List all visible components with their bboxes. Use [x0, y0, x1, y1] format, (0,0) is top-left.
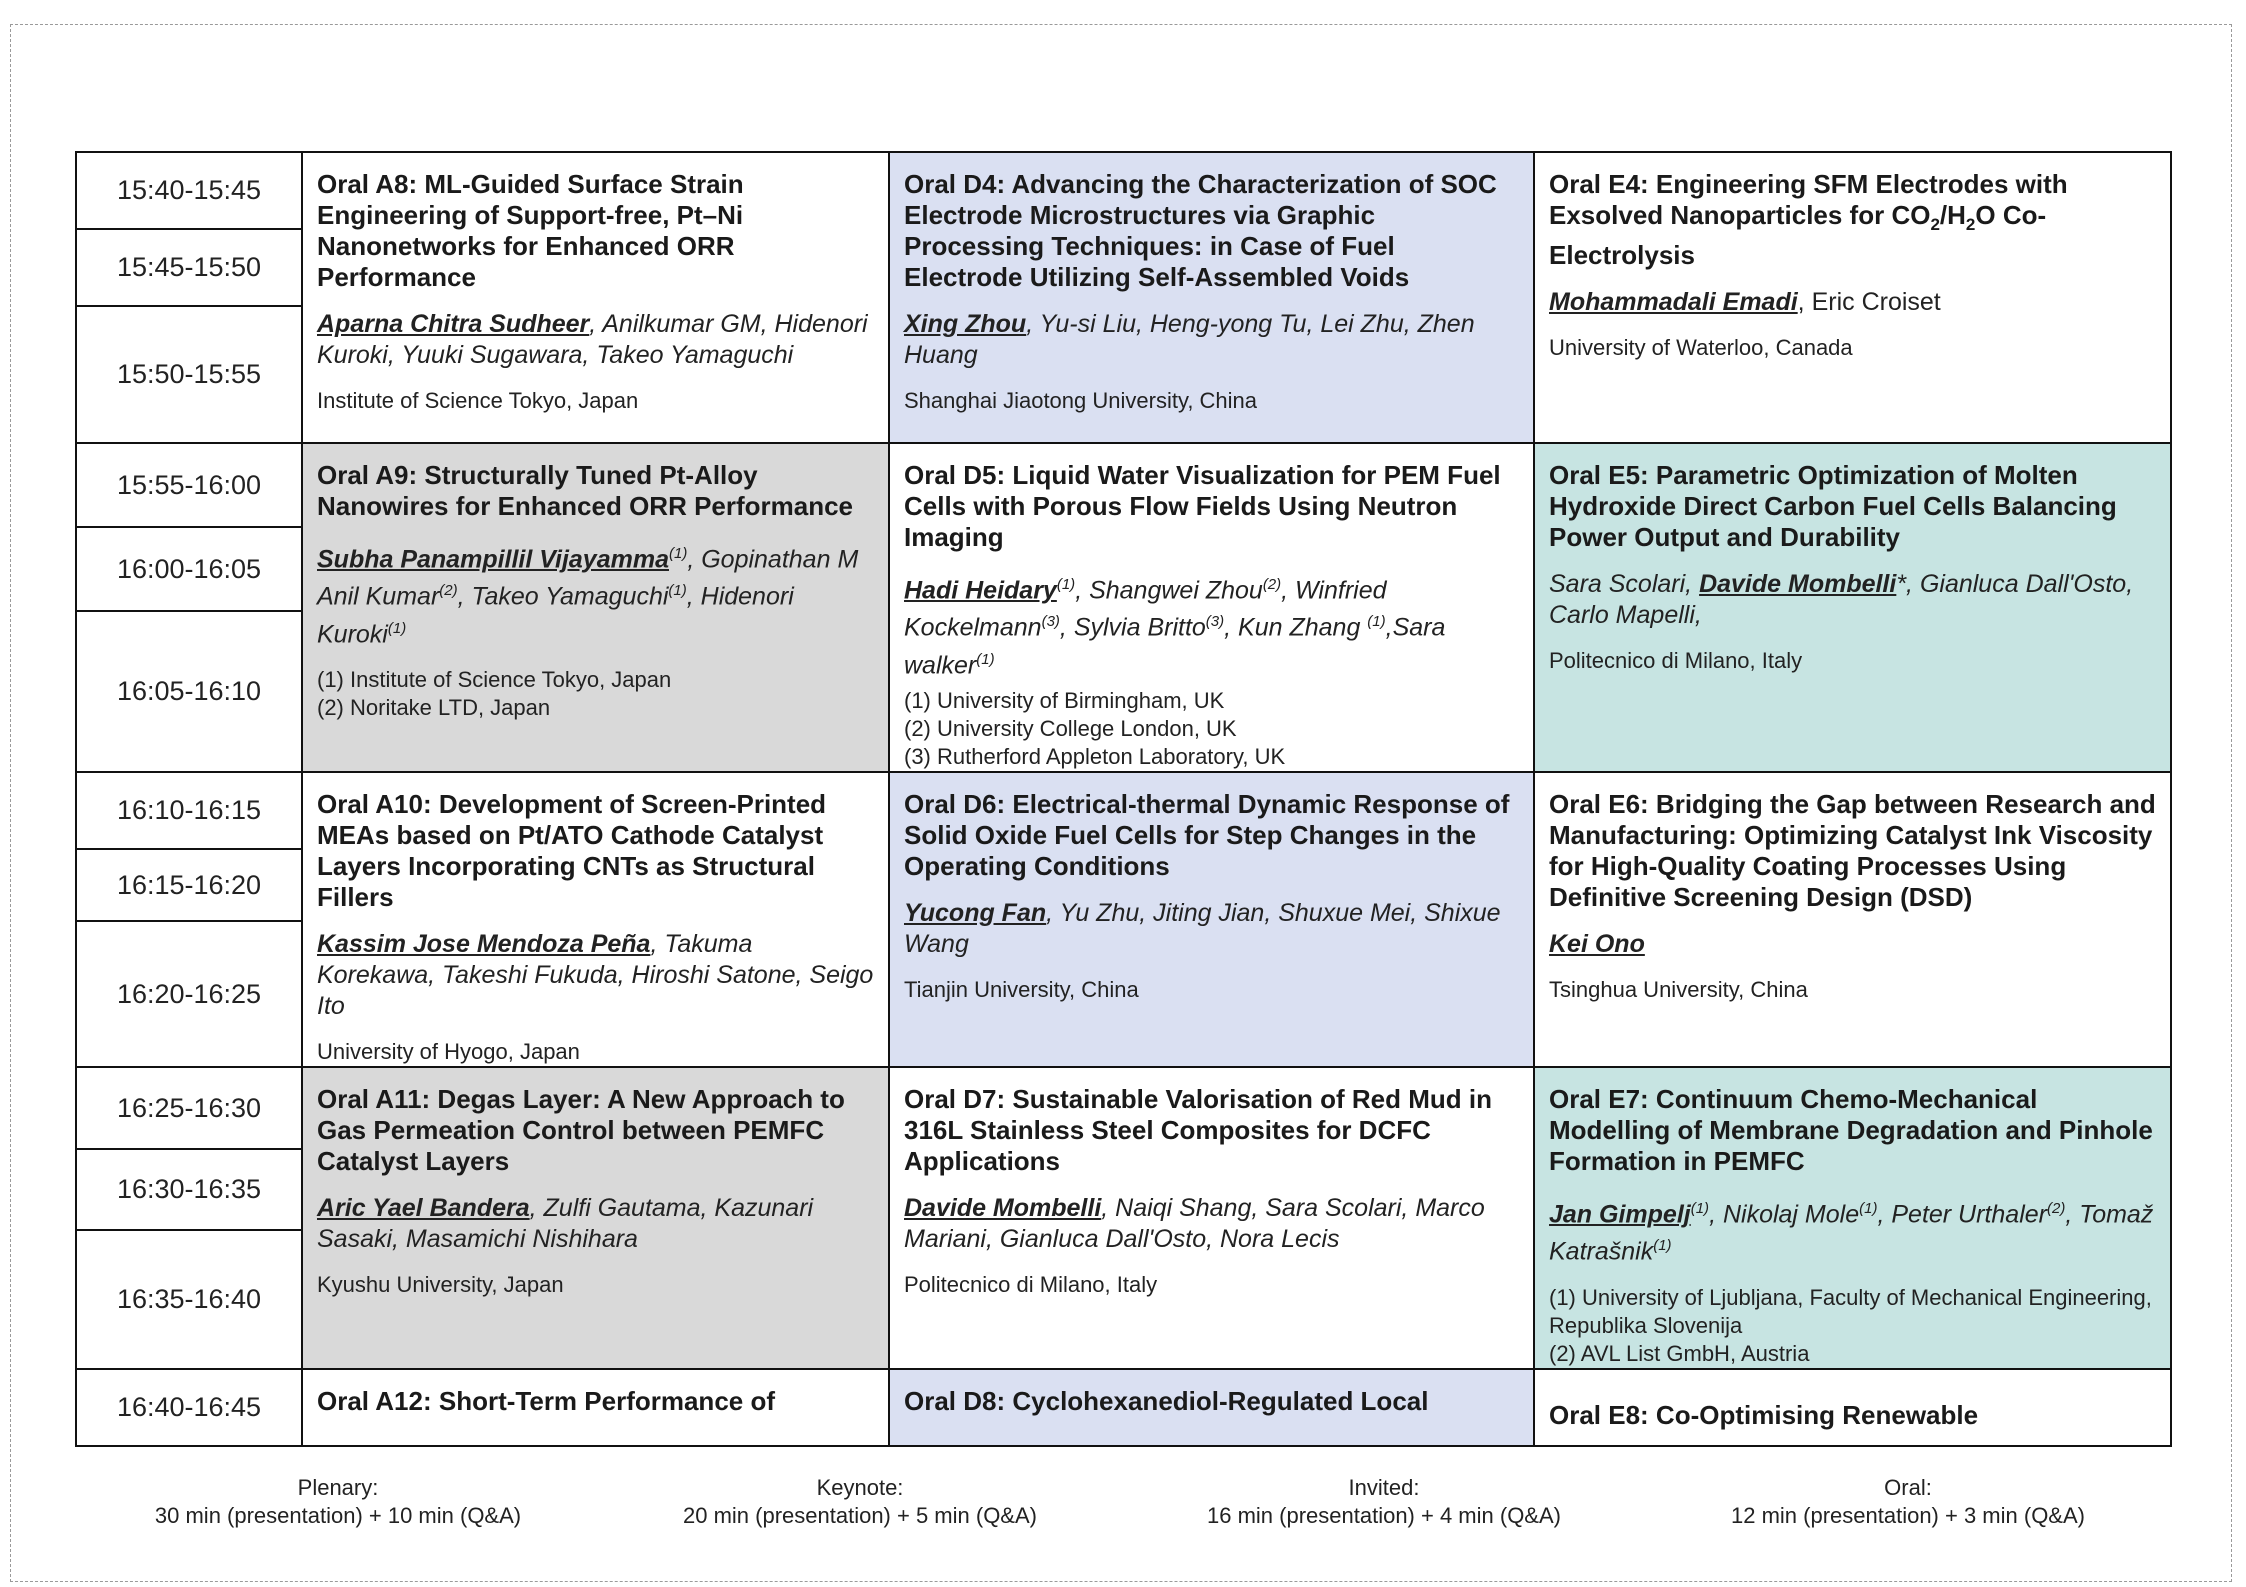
talk-authors: Sara Scolari, Davide Mombelli*, Gianluca Dall'Osto, Carlo Mapelli, — [1549, 570, 2134, 629]
session-e7 — [1534, 1067, 2171, 1369]
session-d4 — [889, 152, 1534, 443]
talk-authors — [317, 309, 874, 371]
legend-label: Plenary: — [297, 1475, 379, 1500]
talk-authors — [904, 1193, 1519, 1255]
talk-authors — [1549, 929, 2156, 960]
talk-title: Oral E6: Bridging the Gap between Research and Manufacturing: Optimizing Catalyst Ink Viscosity for High-Quality Coating Processes Using Definitive Screening Design (DSD) — [1549, 788, 2156, 912]
legend-label: Keynote: — [816, 1475, 904, 1500]
presenter: Kei Ono — [1549, 929, 1645, 958]
session-e6 — [1534, 772, 2171, 1067]
legend-detail: 30 min (presentation) + 10 min (Q&A) — [154, 1503, 522, 1528]
presenter: Aparna Chitra Sudheer — [317, 310, 590, 338]
session-a11 — [302, 1067, 889, 1369]
legend-detail: 12 min (presentation) + 3 min (Q&A) — [1731, 1503, 2085, 1528]
coauthors: , Takuma Korekawa, Takeshi Fukuda, Hiroshi Satone, Seigo Ito — [317, 929, 874, 1020]
talk-authors: Subha Panampillil Vijayamma$^{(1)}$, Gopinathan M Anil Kumar$^{(2)}$, Takeo Yamaguchi$^{(1)}$, Hidenori Kuroki$^{(1)}$ — [317, 545, 859, 648]
affiliation: (1) University of Birmingham, UK (2) University College London, UK (3) Rutherford Appleton Laboratory, UK — [904, 687, 1286, 769]
talk-title: Oral E5: Parametric Optimization of Molten Hydroxide Direct Carbon Fuel Cells Balancing Power Output and Durability — [1549, 460, 2117, 552]
time-slot: 16:40-16:45 — [76, 1369, 302, 1446]
time-slot: 16:25-16:30 — [76, 1067, 302, 1149]
talk-title: Oral D5: Liquid Water Visualization for PEM Fuel Cells with Porous Flow Fields Using Neutron Imaging — [904, 460, 1501, 552]
time-slot: 16:30-16:35 — [76, 1149, 302, 1230]
affiliation: University of Waterloo, Canada — [1549, 335, 1853, 361]
schedule-table — [75, 151, 2172, 1447]
affiliation: Tianjin University, China — [904, 976, 1139, 1002]
time-slot: 16:15-16:20 — [76, 849, 302, 922]
affiliation: Politecnico di Milano, Italy — [1549, 648, 1803, 673]
time-slot: 16:05-16:10 — [76, 611, 302, 772]
presenter: Davide Mombelli — [904, 1193, 1102, 1222]
talk-title: Oral A8: ML-Guided Surface Strain Engineering of Support-free, Pt–Ni Nanonetworks for Enhanced ORR Performance — [317, 169, 744, 292]
coauthors: , Eric Croiset — [1797, 288, 1941, 317]
legend-label: Invited: — [1348, 1475, 1420, 1500]
presenter: Mohammadali Emadi — [1549, 288, 1798, 317]
coauthors: , Anilkumar GM, Hidenori Kuroki, Yuuki Sugawara, Takeo Yamaguchi — [317, 310, 868, 369]
talk-title: Oral A12: Short-Term Performance of — [317, 1385, 775, 1416]
talk-title: Oral A10: Development of Screen-Printed MEAs based on Pt/ATO Cathode Catalyst Layers Incorporating CNTs as Structural Fillers — [317, 788, 827, 912]
talk-title: Oral A9: Structurally Tuned Pt-Alloy Nanowires for Enhanced ORR Performance — [317, 460, 854, 521]
coauthors: , Zulfi Gautama, Kazunari Sasaki, Masamichi Nishihara — [317, 1193, 814, 1253]
presenter: Aric Yael Bandera — [317, 1193, 530, 1222]
affiliation: Institute of Science Tokyo, Japan — [317, 388, 639, 413]
talk-authors — [904, 309, 1519, 371]
session-a9 — [302, 443, 889, 772]
legend-label: Oral: — [1884, 1475, 1932, 1500]
legend-keynote — [600, 1474, 1120, 1530]
session-a12 — [302, 1369, 889, 1446]
coauthors: , Yu Zhu, Jiting Jian, Shuxue Mei, Shixue Wang — [904, 898, 1501, 958]
talk-title: Oral E8: Co-Optimising Renewable — [1549, 1399, 1979, 1430]
talk-authors: Hadi Heidary$^{(1)}$, Shangwei Zhou$^{(2)}$, Winfried Kockelmann$^{(3)}$, Sylvia Britto$^{(3)}$, Kun Zhang $^{(1)}$,Sara walker$^{(1)}$ — [904, 576, 1446, 679]
session-d5 — [889, 443, 1534, 772]
session-a8 — [302, 152, 889, 443]
time-slot: 16:10-16:15 — [76, 772, 302, 849]
talk-title: Oral E7: Continuum Chemo-Mechanical Modelling of Membrane Degradation and Pinhole Formation in PEMFC — [1549, 1083, 2153, 1176]
time-slot: 16:00-16:05 — [76, 527, 302, 611]
talk-title: Oral D7: Sustainable Valorisation of Red Mud in 316L Stainless Steel Composites for DCFC Applications — [904, 1083, 1492, 1176]
talk-authors — [904, 898, 1519, 960]
time-slot: 16:35-16:40 — [76, 1230, 302, 1368]
time-slot: 15:40-15:45 — [76, 152, 302, 229]
session-d7 — [889, 1067, 1534, 1369]
legend-invited — [1124, 1474, 1644, 1530]
legend-plenary — [78, 1474, 598, 1530]
coauthors: , Naiqi Shang, Sara Scolari, Marco Mariani, Gianluca Dall'Osto, Nora Lecis — [904, 1193, 1485, 1253]
affiliation: University of Hyogo, Japan — [317, 1038, 580, 1064]
presenter: Davide Mombelli — [1699, 570, 1897, 598]
presenter: Subha Panampillil Vijayamma — [317, 545, 669, 574]
talk-authors — [317, 929, 874, 1022]
presenter: Xing Zhou — [904, 310, 1027, 338]
coauthors: , Yu-si Liu, Heng-yong Tu, Lei Zhu, Zhen Huang — [904, 310, 1475, 369]
affiliation: (1) Institute of Science Tokyo, Japan (2) Noritake LTD, Japan — [317, 666, 672, 720]
presenter: Yucong Fan — [904, 898, 1047, 927]
session-a10 — [302, 772, 889, 1067]
affiliation: Kyushu University, Japan — [317, 1271, 564, 1297]
legend-oral — [1648, 1474, 2168, 1530]
presenter: Jan Gimpelj — [1549, 1200, 1691, 1229]
time-slot: 15:50-15:55 — [76, 306, 302, 443]
affiliation: Shanghai Jiaotong University, China — [904, 388, 1258, 413]
time-slot: 15:55-16:00 — [76, 443, 302, 527]
session-d6 — [889, 772, 1534, 1067]
talk-title: Oral D6: Electrical-thermal Dynamic Response of Solid Oxide Fuel Cells for Step Changes in the Operating Conditions — [904, 788, 1510, 881]
talk-title: Oral D8: Cyclohexanediol-Regulated Local — [904, 1385, 1429, 1416]
talk-title: Oral D4: Advancing the Characterization of SOC Electrode Microstructures via Graphic Processing Techniques: in Case of Fuel Electrode Utilizing Self-Assembled Voids — [904, 169, 1497, 292]
affiliation: (1) University of Ljubljana, Faculty of Mechanical Engineering, Republika Slovenija (2) AVL List GmbH, Austria — [1549, 1284, 2152, 1366]
talk-authors: Jan Gimpelj$^{(1)}$, Nikolaj Mole$^{(1)}$, Peter Urthaler$^{(2)}$, Tomaž Katrašnik$^{(1)}$ — [1549, 1199, 2154, 1266]
session-e8 — [1534, 1369, 2171, 1446]
presenter: Kassim Jose Mendoza Peña — [317, 929, 651, 958]
presenter: Hadi Heidary — [904, 576, 1057, 605]
time-slot: 16:20-16:25 — [76, 921, 302, 1067]
talk-authors — [1549, 287, 2156, 318]
affiliation: Tsinghua University, China — [1549, 976, 1808, 1002]
session-e5 — [1534, 443, 2171, 772]
time-slot: 15:45-15:50 — [76, 229, 302, 306]
talk-title: Oral A11: Degas Layer: A New Approach to Gas Permeation Control between PEMFC Catalyst Layers — [317, 1083, 845, 1176]
coauthors: *, Gianluca Dall'Osto, Carlo Mapelli, — [1549, 570, 2134, 629]
legend-detail: 16 min (presentation) + 4 min (Q&A) — [1207, 1503, 1561, 1528]
legend-detail: 20 min (presentation) + 5 min (Q&A) — [683, 1503, 1037, 1528]
session-d8 — [889, 1369, 1534, 1446]
talk-title: Oral E4: Engineering SFM Electrodes with Exsolved Nanoparticles for $CO_2/H_2O$ Co-Electrolysis — [1549, 169, 2068, 271]
talk-authors — [317, 1193, 874, 1255]
affiliation: Politecnico di Milano, Italy — [904, 1271, 1158, 1297]
session-e4 — [1534, 152, 2171, 443]
